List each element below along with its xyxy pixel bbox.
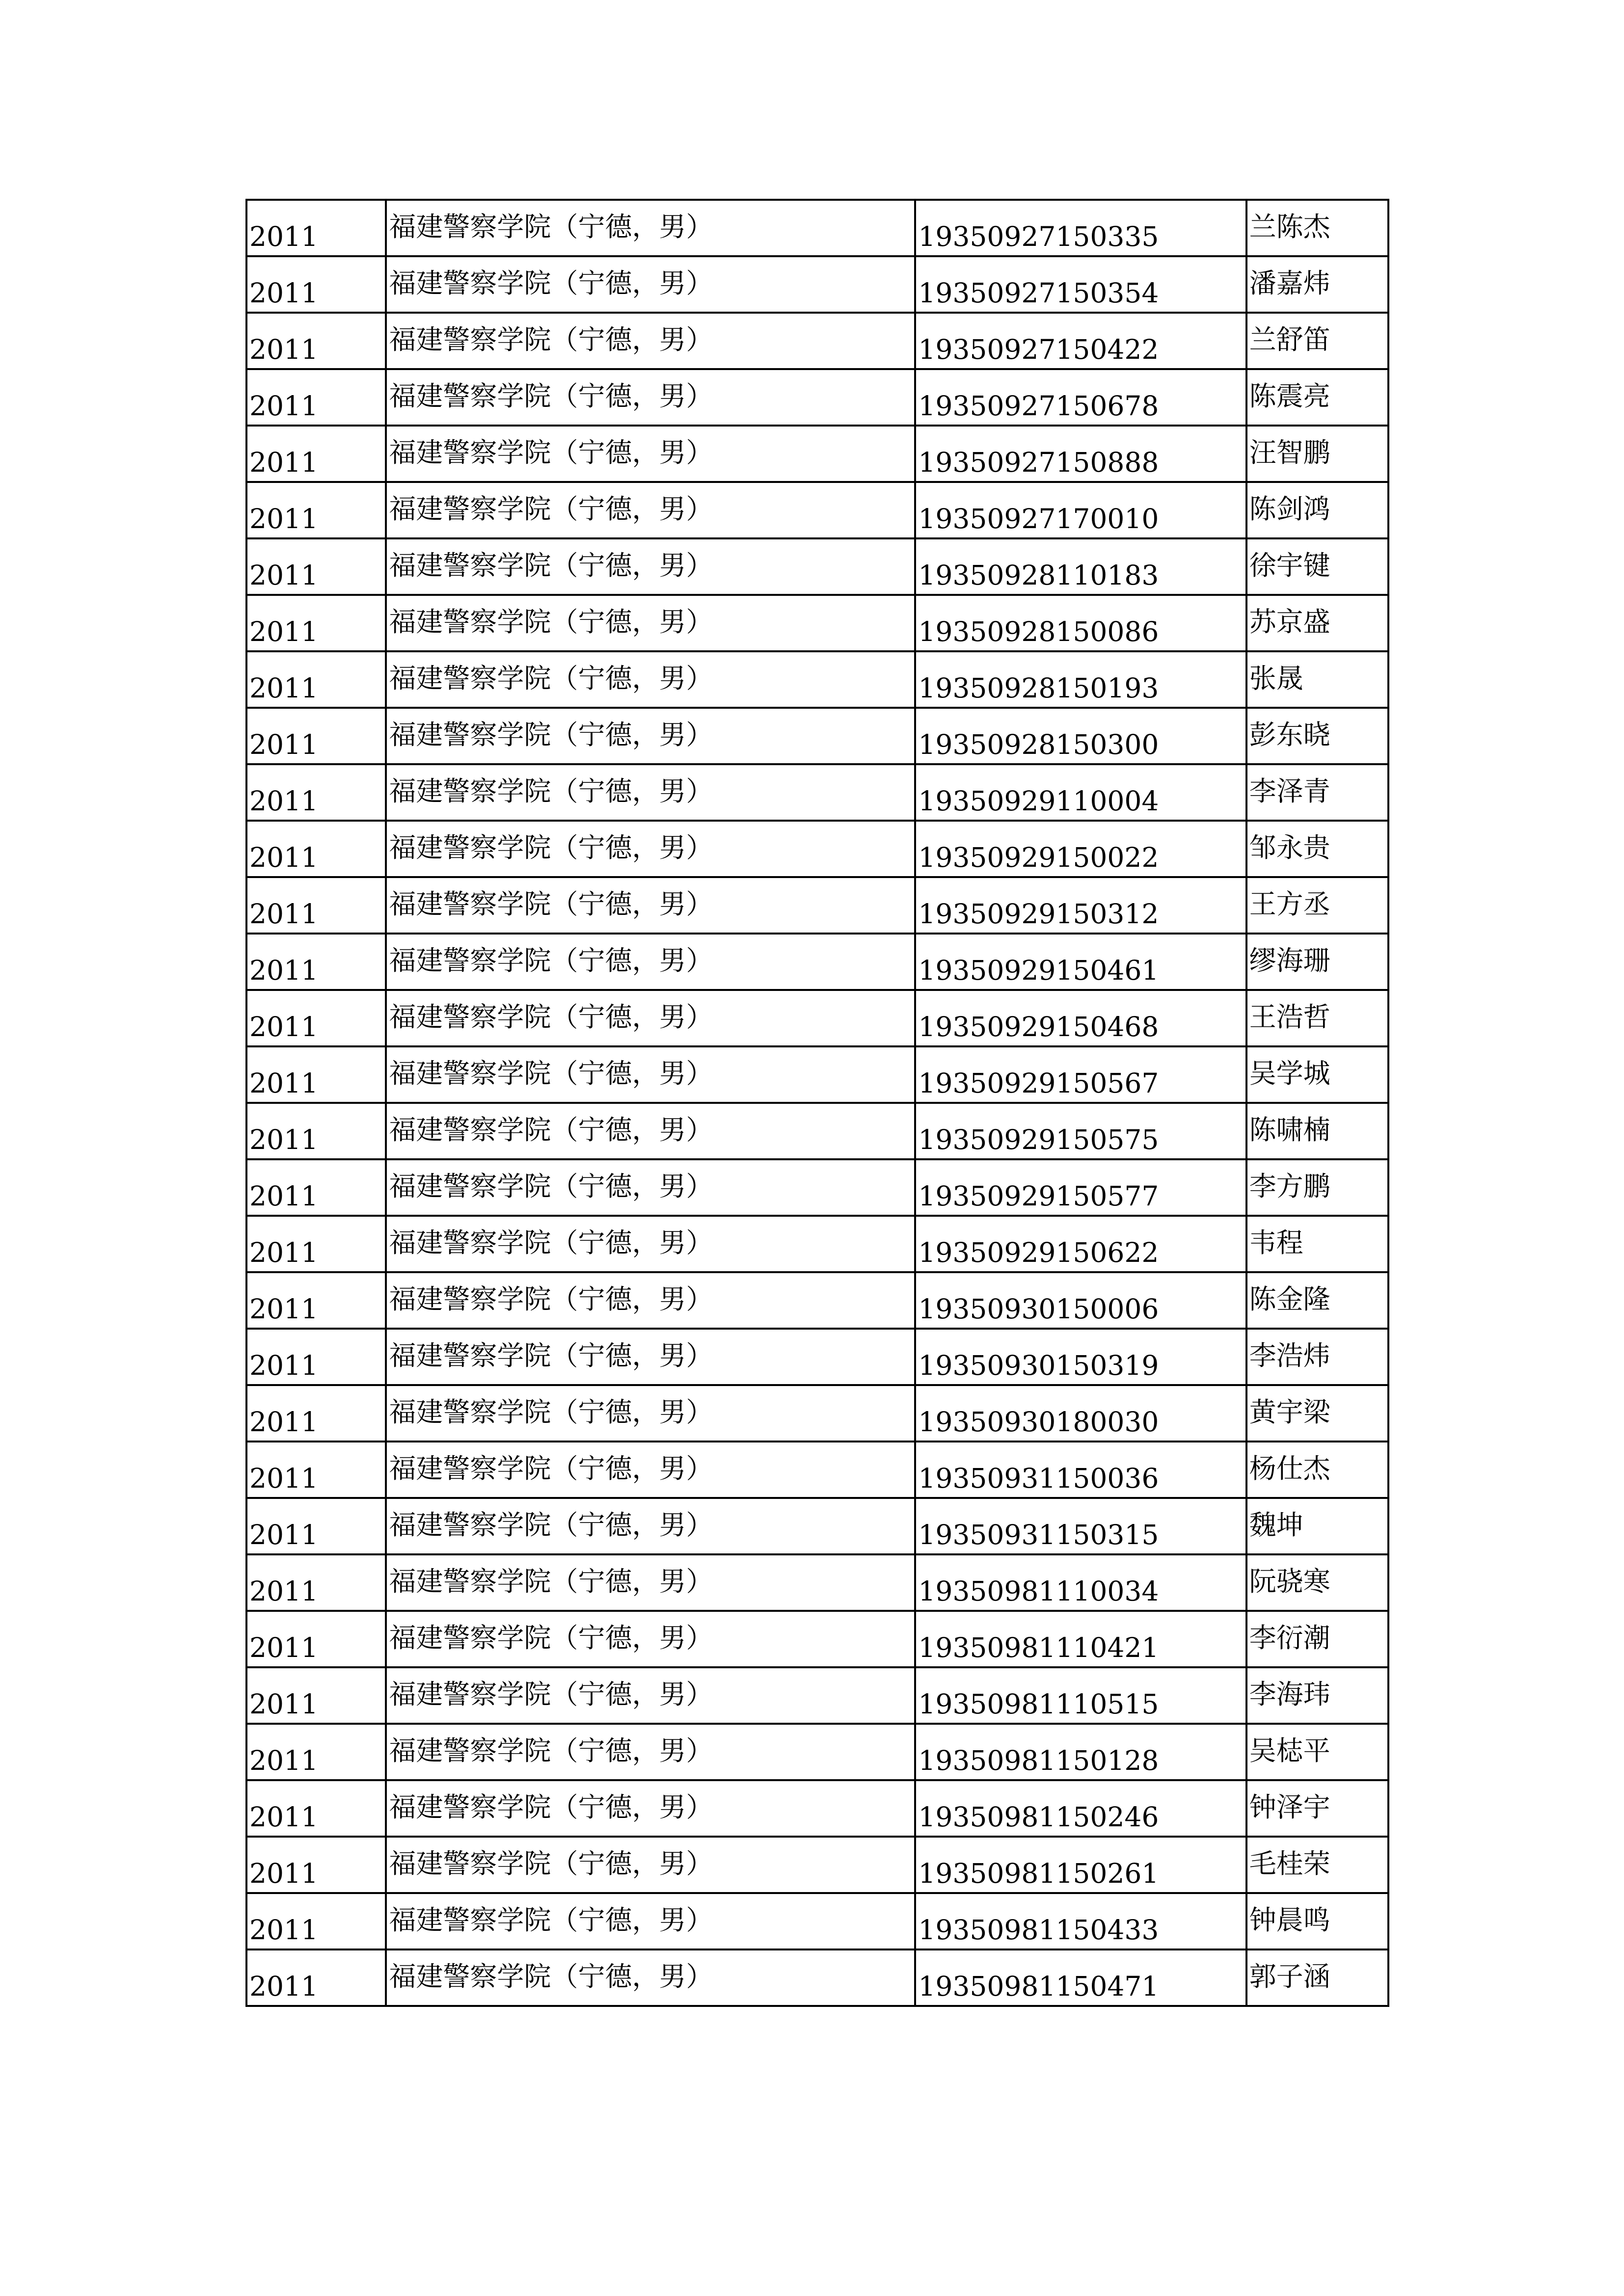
candidate-id-cell (915, 313, 1246, 369)
student-name-cell (1246, 1724, 1388, 1780)
school-cell-text: 福建警察学院（宁德，男） (389, 1961, 713, 1992)
student-name-cell (1246, 1216, 1388, 1272)
year-cell (246, 990, 386, 1046)
school-cell (386, 426, 915, 482)
school-cell-text: 福建警察学院（宁德，男） (389, 1453, 713, 1484)
school-cell-text: 福建警察学院（宁德，男） (389, 1848, 713, 1879)
admission-list-body (246, 200, 1388, 2006)
student-name-cell-text: 潘嘉炜 (1249, 267, 1330, 299)
school-cell (386, 934, 915, 990)
year-cell-text: 2011 (249, 334, 318, 365)
student-name-cell-text: 黄宇梁 (1249, 1396, 1330, 1428)
year-cell (246, 934, 386, 990)
candidate-id-cell-text: 19350981110515 (918, 1688, 1159, 1720)
candidate-id-cell (915, 1385, 1246, 1442)
student-name-cell (1246, 313, 1388, 369)
candidate-id-cell (915, 764, 1246, 821)
student-name-cell (1246, 1554, 1388, 1611)
student-name-cell-text: 杨仕杰 (1249, 1453, 1330, 1484)
student-name-cell (1246, 595, 1388, 651)
candidate-id-cell (915, 426, 1246, 482)
student-name-cell (1246, 990, 1388, 1046)
year-cell-text: 2011 (249, 277, 318, 309)
table-row (246, 1272, 1388, 1329)
student-name-cell-text: 陈震亮 (1249, 380, 1330, 412)
school-cell-text: 福建警察学院（宁德，男） (389, 945, 713, 976)
candidate-id-cell-text: 19350981150471 (918, 1971, 1159, 2002)
year-cell-text: 2011 (249, 1463, 318, 1494)
candidate-id-cell-text: 19350981110421 (918, 1632, 1159, 1663)
candidate-id-cell (915, 877, 1246, 934)
school-cell-text: 福建警察学院（宁德，男） (389, 1622, 713, 1654)
year-cell-text: 2011 (249, 898, 318, 930)
school-cell (386, 1667, 915, 1724)
school-cell (386, 1949, 915, 2006)
student-name-cell-text: 李方鹏 (1249, 1171, 1330, 1202)
candidate-id-cell-text: 19350930180030 (918, 1406, 1159, 1438)
student-name-cell-text: 汪智鹏 (1249, 437, 1330, 468)
student-name-cell (1246, 1385, 1388, 1442)
student-name-cell-text: 兰陈杰 (1249, 211, 1330, 242)
year-cell (246, 1159, 386, 1216)
school-cell-text: 福建警察学院（宁德，男） (389, 1396, 713, 1428)
student-name-cell-text: 李衍潮 (1249, 1622, 1330, 1654)
school-cell (386, 1780, 915, 1837)
table-row (246, 651, 1388, 708)
candidate-id-cell (915, 1272, 1246, 1329)
student-name-cell (1246, 1611, 1388, 1667)
year-cell (246, 1498, 386, 1554)
student-name-cell-text: 陈啸楠 (1249, 1114, 1330, 1146)
year-cell-text: 2011 (249, 447, 318, 478)
table-row (246, 990, 1388, 1046)
candidate-id-cell-text: 19350981150261 (918, 1858, 1159, 1889)
candidate-id-cell (915, 708, 1246, 764)
year-cell-text: 2011 (249, 785, 318, 817)
student-name-cell (1246, 1498, 1388, 1554)
candidate-id-cell (915, 1554, 1246, 1611)
school-cell-text: 福建警察学院（宁德，男） (389, 437, 713, 468)
year-cell-text: 2011 (249, 1688, 318, 1720)
student-name-cell (1246, 821, 1388, 877)
candidate-id-cell (915, 934, 1246, 990)
school-cell-text: 福建警察学院（宁德，男） (389, 1171, 713, 1202)
table-row (246, 1611, 1388, 1667)
year-cell (246, 1385, 386, 1442)
school-cell (386, 1442, 915, 1498)
school-cell (386, 482, 915, 538)
candidate-id-cell (915, 482, 1246, 538)
year-cell-text: 2011 (249, 1011, 318, 1042)
student-name-cell (1246, 1893, 1388, 1949)
student-name-cell-text: 钟泽宇 (1249, 1791, 1330, 1823)
candidate-id-cell (915, 1667, 1246, 1724)
school-cell (386, 1159, 915, 1216)
candidate-id-cell-text: 19350981150128 (918, 1745, 1159, 1776)
candidate-id-cell-text: 19350929110004 (918, 785, 1159, 817)
school-cell (386, 313, 915, 369)
candidate-id-cell (915, 1724, 1246, 1780)
candidate-id-cell (915, 369, 1246, 426)
student-name-cell-text: 兰舒笛 (1249, 324, 1330, 355)
school-cell-text: 福建警察学院（宁德，男） (389, 775, 713, 807)
candidate-id-cell-text: 19350929150022 (918, 842, 1159, 873)
table-row (246, 1216, 1388, 1272)
school-cell-text: 福建警察学院（宁德，男） (389, 1001, 713, 1033)
school-cell (386, 1611, 915, 1667)
table-row (246, 1046, 1388, 1103)
table-row (246, 595, 1388, 651)
school-cell (386, 990, 915, 1046)
school-cell (386, 708, 915, 764)
year-cell (246, 764, 386, 821)
school-cell (386, 821, 915, 877)
candidate-id-cell-text: 19350927170010 (918, 503, 1159, 534)
student-name-cell-text: 苏京盛 (1249, 606, 1330, 638)
candidate-id-cell (915, 1949, 1246, 2006)
year-cell (246, 369, 386, 426)
candidate-id-cell (915, 821, 1246, 877)
year-cell (246, 1949, 386, 2006)
student-name-cell-text: 阮骁寒 (1249, 1566, 1330, 1597)
table-row (246, 200, 1388, 256)
table-row (246, 764, 1388, 821)
student-name-cell (1246, 1329, 1388, 1385)
year-cell (246, 256, 386, 313)
school-cell (386, 1724, 915, 1780)
school-cell-text: 福建警察学院（宁德，男） (389, 1735, 713, 1766)
year-cell (246, 1103, 386, 1159)
candidate-id-cell (915, 538, 1246, 595)
student-name-cell (1246, 1837, 1388, 1893)
school-cell (386, 1329, 915, 1385)
student-name-cell (1246, 369, 1388, 426)
year-cell-text: 2011 (249, 1350, 318, 1381)
year-cell-text: 2011 (249, 503, 318, 534)
candidate-id-cell (915, 1611, 1246, 1667)
year-cell-text: 2011 (249, 616, 318, 647)
year-cell (246, 426, 386, 482)
student-name-cell (1246, 1949, 1388, 2006)
student-name-cell (1246, 1103, 1388, 1159)
student-name-cell (1246, 1159, 1388, 1216)
table-row (246, 1667, 1388, 1724)
year-cell (246, 1272, 386, 1329)
candidate-id-cell-text: 19350929150577 (918, 1180, 1159, 1212)
student-name-cell (1246, 934, 1388, 990)
year-cell-text: 2011 (249, 1858, 318, 1889)
year-cell-text: 2011 (249, 390, 318, 422)
student-name-cell-text: 王方丞 (1249, 888, 1330, 920)
year-cell (246, 651, 386, 708)
table-row (246, 1893, 1388, 1949)
candidate-id-cell-text: 19350927150422 (918, 334, 1159, 365)
year-cell-text: 2011 (249, 672, 318, 704)
year-cell (246, 595, 386, 651)
year-cell (246, 1893, 386, 1949)
school-cell-text: 福建警察学院（宁德，男） (389, 1340, 713, 1371)
table-row (246, 821, 1388, 877)
candidate-id-cell (915, 1046, 1246, 1103)
year-cell (246, 1442, 386, 1498)
school-cell (386, 651, 915, 708)
year-cell (246, 1216, 386, 1272)
student-name-cell (1246, 877, 1388, 934)
candidate-id-cell (915, 1103, 1246, 1159)
school-cell-text: 福建警察学院（宁德，男） (389, 1679, 713, 1710)
student-name-cell-text: 李泽青 (1249, 775, 1330, 807)
student-name-cell-text: 邹永贵 (1249, 832, 1330, 863)
year-cell (246, 313, 386, 369)
candidate-id-cell (915, 1837, 1246, 1893)
school-cell (386, 1385, 915, 1442)
table-row (246, 1498, 1388, 1554)
candidate-id-cell (915, 1159, 1246, 1216)
candidate-id-cell-text: 19350927150354 (918, 277, 1159, 309)
student-name-cell-text: 魏坤 (1249, 1509, 1303, 1541)
school-cell-text: 福建警察学院（宁德，男） (389, 211, 713, 242)
student-name-cell-text: 陈金隆 (1249, 1283, 1330, 1315)
year-cell (246, 1780, 386, 1837)
table-row (246, 1385, 1388, 1442)
school-cell (386, 1893, 915, 1949)
candidate-id-cell-text: 19350928110183 (918, 560, 1159, 591)
school-cell (386, 1216, 915, 1272)
table-row (246, 538, 1388, 595)
school-cell (386, 538, 915, 595)
year-cell-text: 2011 (249, 1124, 318, 1155)
candidate-id-cell (915, 1442, 1246, 1498)
year-cell-text: 2011 (249, 1068, 318, 1099)
student-name-cell-text: 郭子涵 (1249, 1961, 1330, 1992)
candidate-id-cell-text: 19350929150468 (918, 1011, 1159, 1042)
table-row (246, 256, 1388, 313)
student-name-cell-text: 张晟 (1249, 663, 1303, 694)
candidate-id-cell-text: 19350929150622 (918, 1237, 1159, 1268)
student-name-cell-text: 吴梽平 (1249, 1735, 1330, 1766)
year-cell-text: 2011 (249, 729, 318, 760)
student-name-cell-text: 李海玮 (1249, 1679, 1330, 1710)
year-cell (246, 1837, 386, 1893)
school-cell-text: 福建警察学院（宁德，男） (389, 1566, 713, 1597)
year-cell (246, 1046, 386, 1103)
school-cell-text: 福建警察学院（宁德，男） (389, 380, 713, 412)
student-name-cell-text: 吴学城 (1249, 1058, 1330, 1089)
year-cell-text: 2011 (249, 1293, 318, 1325)
year-cell-text: 2011 (249, 560, 318, 591)
year-cell (246, 1554, 386, 1611)
school-cell (386, 764, 915, 821)
school-cell-text: 福建警察学院（宁德，男） (389, 1904, 713, 1936)
year-cell-text: 2011 (249, 1575, 318, 1607)
table-row (246, 482, 1388, 538)
school-cell-text: 福建警察学院（宁德，男） (389, 1509, 713, 1541)
candidate-id-cell-text: 19350931150315 (918, 1519, 1159, 1550)
year-cell (246, 200, 386, 256)
student-name-cell-text: 李浩炜 (1249, 1340, 1330, 1371)
student-name-cell (1246, 426, 1388, 482)
student-name-cell (1246, 1046, 1388, 1103)
school-cell-text: 福建警察学院（宁德，男） (389, 1114, 713, 1146)
candidate-id-cell-text: 19350928150193 (918, 672, 1159, 704)
candidate-id-cell (915, 1893, 1246, 1949)
candidate-id-cell-text: 19350929150567 (918, 1068, 1159, 1099)
year-cell (246, 1724, 386, 1780)
school-cell (386, 1554, 915, 1611)
table-row (246, 1554, 1388, 1611)
candidate-id-cell (915, 595, 1246, 651)
table-row (246, 426, 1388, 482)
school-cell (386, 1046, 915, 1103)
table-row (246, 934, 1388, 990)
year-cell-text: 2011 (249, 1914, 318, 1946)
year-cell (246, 877, 386, 934)
student-name-cell (1246, 1667, 1388, 1724)
table-row (246, 1159, 1388, 1216)
table-row (246, 1103, 1388, 1159)
school-cell (386, 595, 915, 651)
year-cell (246, 1611, 386, 1667)
candidate-id-cell-text: 19350981150433 (918, 1914, 1159, 1946)
school-cell (386, 877, 915, 934)
candidate-id-cell (915, 1329, 1246, 1385)
school-cell-text: 福建警察学院（宁德，男） (389, 1227, 713, 1258)
student-name-cell-text: 缪海珊 (1249, 945, 1330, 976)
candidate-id-cell-text: 19350981150246 (918, 1801, 1159, 1833)
table-row (246, 1949, 1388, 2006)
candidate-id-cell-text: 19350927150888 (918, 447, 1159, 478)
year-cell (246, 821, 386, 877)
table-row (246, 369, 1388, 426)
student-name-cell-text: 彭东晓 (1249, 719, 1330, 750)
year-cell-text: 2011 (249, 221, 318, 252)
candidate-id-cell (915, 990, 1246, 1046)
candidate-id-cell-text: 19350929150575 (918, 1124, 1159, 1155)
school-cell-text: 福建警察学院（宁德，男） (389, 663, 713, 694)
school-cell-text: 福建警察学院（宁德，男） (389, 888, 713, 920)
school-cell-text: 福建警察学院（宁德，男） (389, 493, 713, 525)
student-name-cell (1246, 200, 1388, 256)
student-name-cell (1246, 256, 1388, 313)
year-cell (246, 1667, 386, 1724)
table-row (246, 1780, 1388, 1837)
school-cell (386, 256, 915, 313)
admission-list-table (245, 199, 1389, 2007)
school-cell-text: 福建警察学院（宁德，男） (389, 606, 713, 638)
year-cell-text: 2011 (249, 1745, 318, 1776)
student-name-cell-text: 韦程 (1249, 1227, 1303, 1258)
year-cell-text: 2011 (249, 1971, 318, 2002)
table-row (246, 1724, 1388, 1780)
candidate-id-cell-text: 19350929150312 (918, 898, 1159, 930)
year-cell-text: 2011 (249, 1406, 318, 1438)
school-cell (386, 200, 915, 256)
student-name-cell (1246, 1780, 1388, 1837)
year-cell-text: 2011 (249, 1801, 318, 1833)
year-cell-text: 2011 (249, 955, 318, 986)
candidate-id-cell (915, 1780, 1246, 1837)
school-cell-text: 福建警察学院（宁德，男） (389, 550, 713, 581)
student-name-cell-text: 钟晨鸣 (1249, 1904, 1330, 1936)
school-cell (386, 1272, 915, 1329)
year-cell-text: 2011 (249, 1632, 318, 1663)
school-cell (386, 1837, 915, 1893)
school-cell-text: 福建警察学院（宁德，男） (389, 1283, 713, 1315)
table-row (246, 1837, 1388, 1893)
school-cell (386, 369, 915, 426)
year-cell (246, 1329, 386, 1385)
student-name-cell-text: 王浩哲 (1249, 1001, 1330, 1033)
candidate-id-cell-text: 19350927150335 (918, 221, 1159, 252)
candidate-id-cell-text: 19350927150678 (918, 390, 1159, 422)
year-cell-text: 2011 (249, 1180, 318, 1212)
student-name-cell-text: 徐宇键 (1249, 550, 1330, 581)
student-name-cell (1246, 1272, 1388, 1329)
table-row (246, 313, 1388, 369)
student-name-cell (1246, 538, 1388, 595)
candidate-id-cell-text: 19350928150300 (918, 729, 1159, 760)
student-name-cell (1246, 482, 1388, 538)
school-cell-text: 福建警察学院（宁德，男） (389, 1791, 713, 1823)
table-row (246, 1442, 1388, 1498)
school-cell-text: 福建警察学院（宁德，男） (389, 267, 713, 299)
student-name-cell-text: 毛桂荣 (1249, 1848, 1330, 1879)
student-name-cell-text: 陈剑鸿 (1249, 493, 1330, 525)
student-name-cell (1246, 651, 1388, 708)
year-cell (246, 482, 386, 538)
school-cell (386, 1103, 915, 1159)
school-cell-text: 福建警察学院（宁德，男） (389, 324, 713, 355)
student-name-cell (1246, 708, 1388, 764)
year-cell (246, 708, 386, 764)
candidate-id-cell-text: 19350929150461 (918, 955, 1159, 986)
school-cell-text: 福建警察学院（宁德，男） (389, 832, 713, 863)
student-name-cell (1246, 1442, 1388, 1498)
student-name-cell (1246, 764, 1388, 821)
school-cell (386, 1498, 915, 1554)
candidate-id-cell-text: 19350930150319 (918, 1350, 1159, 1381)
candidate-id-cell (915, 1216, 1246, 1272)
candidate-id-cell (915, 256, 1246, 313)
candidate-id-cell-text: 19350928150086 (918, 616, 1159, 647)
candidate-id-cell-text: 19350930150006 (918, 1293, 1159, 1325)
year-cell-text: 2011 (249, 842, 318, 873)
candidate-id-cell (915, 200, 1246, 256)
table-row (246, 708, 1388, 764)
year-cell (246, 538, 386, 595)
school-cell-text: 福建警察学院（宁德，男） (389, 1058, 713, 1089)
school-cell-text: 福建警察学院（宁德，男） (389, 719, 713, 750)
candidate-id-cell-text: 19350981110034 (918, 1575, 1159, 1607)
table-row (246, 877, 1388, 934)
year-cell-text: 2011 (249, 1519, 318, 1550)
year-cell-text: 2011 (249, 1237, 318, 1268)
table-row (246, 1329, 1388, 1385)
candidate-id-cell (915, 1498, 1246, 1554)
candidate-id-cell-text: 19350931150036 (918, 1463, 1159, 1494)
candidate-id-cell (915, 651, 1246, 708)
